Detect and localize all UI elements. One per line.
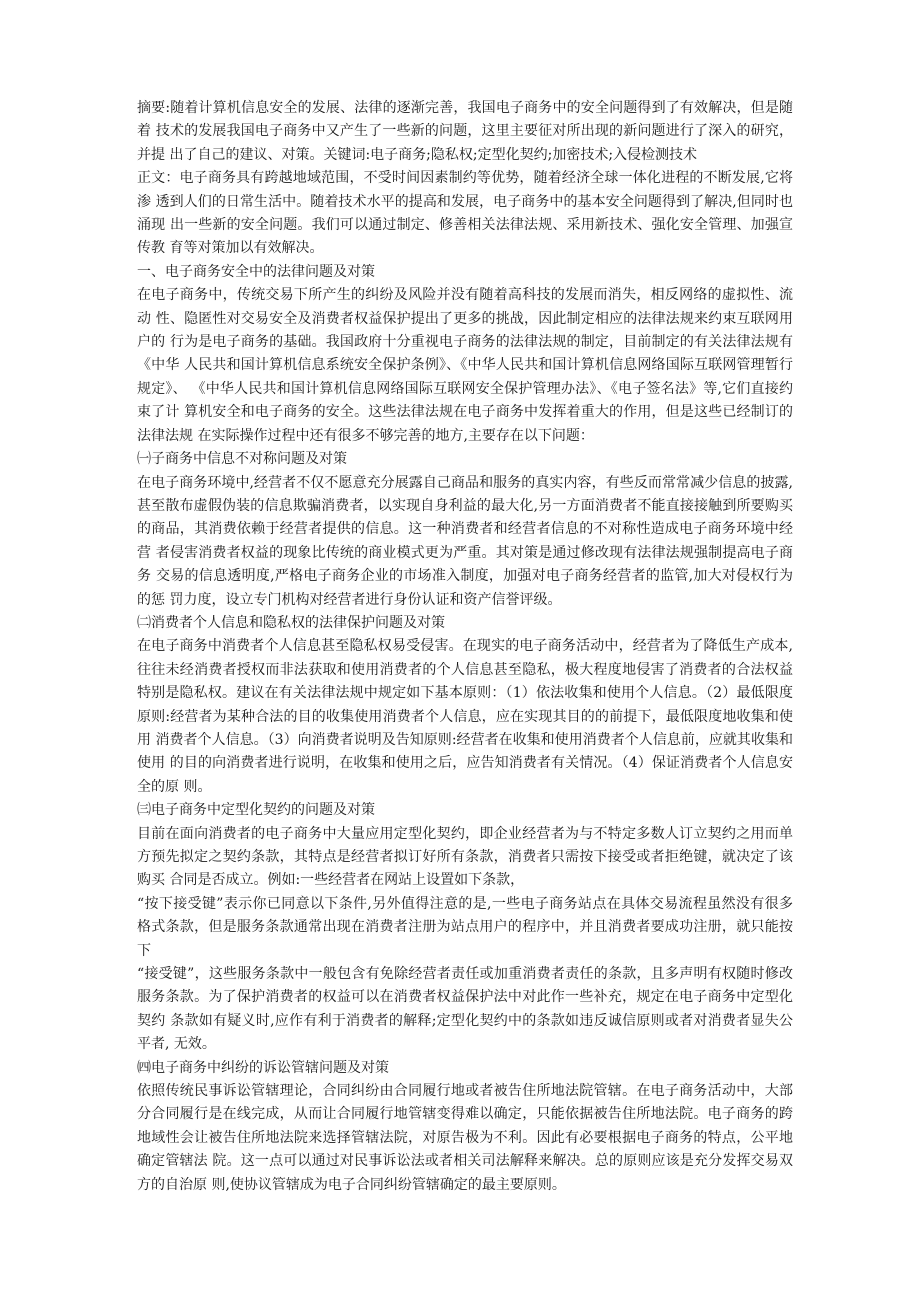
section-1-body: 在电子商务中，传统交易下所产生的纠纷及风险并没有随着高科技的发展而消失，相反网络的虚拟性、流动 性、隐匿性对交易安全及消费者权益保护提出了更多的挑战，因此制定相应的法律法规来约束互联网用户的 行为是电子商务的基础。我国政府十分重视电子商务的法律法规的制定，目前制定的有关法律法规有《中华 人民共和国计算机信息系统安全保护条例》、《中华人民共和国计算机信息网络国际互联网管理暂行规定》、 《中华人民共和国计算机信息网络国际互联网安全保护管理办法》、《电子签名法》等,它们直接约束了计 算机安全和电子商务的安全。这些法律法规在电子商务中发挥着重大的作用，但是这些已经制订的法律法规 在实际操作过程中还有很多不够完善的地方,主要存在以下问题： bbox=[137, 287, 793, 444]
subsection-3-paragraph-2: “按下接受键”表示你已同意以下条件,另外值得注意的是,一些电子商务站点在具体交易流程虽然没有很多 格式条款，但是服务条款通常出现在消费者注册为站点用户的程序中，并且消费者要成功注册，就只能按下 bbox=[137, 895, 793, 959]
subsection-3-paragraph-3: “接受键”，这些服务条款中一般包含有免除经营者责任或加重消费者责任的条款，且多声明有权随时修改服务条款。为了保护消费者的权益可以在消费者权益保护法中对此作一些补充，规定在电子商务中定型化契约 条款如有疑义时,应作有利于消费者的解释;定型化契约中的条款如违反诚信原则或者对消费者显失公平者, 无效。 bbox=[137, 966, 793, 1053]
subsection-1-heading: ㈠子商务中信息不对称问题及对策 bbox=[137, 451, 347, 468]
intro-paragraph: 正文：电子商务具有跨越地域范围，不受时间因素制约等优势，随着经济全球一体化进程的不断发展,它将渗 透到人们的日常生活中。随着技术水平的提高和发展，电子商务中的基本安全问题得到了解决,但同时也涌现 出一些新的安全问题。我们可以通过制定、修善相关法律法规、采用新技术、强化安全管理、加强宣传教 育等对策加以有效解决。 bbox=[137, 170, 793, 257]
abstract-paragraph: 摘要:随着计算机信息安全的发展、法律的逐渐完善，我国电子商务中的安全问题得到了有效解决，但是随着 技术的发展我国电子商务中又产生了一些新的问题，这里主要征对所出现的新问题进行了深入的研究，并提 出了自己的建议、对策。关键词:电子商务;隐私权;定型化契约;加密技术;入侵检测技术 bbox=[137, 100, 793, 163]
document-page bbox=[137, 97, 793, 1197]
subsection-3-heading: ㈢电子商务中定型化契约的问题及对策 bbox=[137, 802, 375, 819]
subsection-4-heading: ㈣电子商务中纠纷的诉讼管辖问题及对策 bbox=[137, 1059, 389, 1076]
subsection-2-paragraph: 在电子商务中消费者个人信息甚至隐私权易受侵害。在现实的电子商务活动中，经营者为了降低生产成本, 往往未经消费者授权而非法获取和使用消费者的个人信息甚至隐私，极大程度地侵害了消费者的合法权益 特别是隐私权。建议在有关法律法规中规定如下基本原则：（1）依法收集和使用个人信息。（2）最低限度 原则:经营者为某种合法的目的收集使用消费者个人信息，应在实现其目的的前提下，最低限度地收集和使用 消费者个人信息。（3）向消费者说明及告知原则:经营者在收集和使用消费者个人信息前，应就其收集和使用 的目的向消费者进行说明，在收集和使用之后，应告知消费者有关情况。（4）保证消费者个人信息安全的原 则。 bbox=[137, 638, 793, 795]
subsection-2-heading: ㈡消费者个人信息和隐私权的法律保护问题及对策 bbox=[137, 614, 445, 631]
subsection-3-paragraph-1: 目前在面向消费者的电子商务中大量应用定型化契约，即企业经营者为与不特定多数人订立契约之用而单 方预先拟定之契约条款，其特点是经营者拟订好所有条款，消费者只需按下接受或者拒绝键，就决定了该购买 合同是否成立。例如:一些经营者在网站上设置如下条款， bbox=[137, 825, 793, 889]
subsection-4-paragraph: 依照传统民事诉讼管辖理论，合同纠纷由合同履行地或者被告住所地法院管辖。在电子商务活动中，大部分合同履行是在线完成，从而让合同履行地管辖变得难以确定，只能依据被告住所地法院。电子商务的跨地域性会让被告住所地法院来选择管辖法院，对原告极为不利。因此有必要根据电子商务的特点，公平地确定管辖法 院。这一点可以通过对民事诉讼法或者相关司法解释来解决。总的原则应该是充分发挥交易双方的自治原 则,使协议管辖成为电子合同纠纷管辖确定的最主要原则。 bbox=[137, 1083, 793, 1193]
section-1-heading: 一、电子商务安全中的法律问题及对策 bbox=[137, 263, 375, 280]
subsection-1-paragraph: 在电子商务环境中,经营者不仅不愿意充分展露自己商品和服务的真实内容，有些反而常常减少信息的披露, 甚至散布虚假伪装的信息欺骗消费者，以实现自身利益的最大化,另一方面消费者不能直接接触到所要购买 的商品，其消费依赖于经营者提供的信息。这一种消费者和经营者信息的不对称性造成电子商务环境中经营 者侵害消费者权益的现象比传统的商业模式更为严重。其对策是通过修改现有法律法规强制提高电子商务 交易的信息透明度,严格电子商务企业的市场准入制度，加强对电子商务经营者的监管,加大对侵权行为的惩 罚力度，设立专门机构对经营者进行身份认证和资产信誉评级。 bbox=[137, 474, 793, 608]
